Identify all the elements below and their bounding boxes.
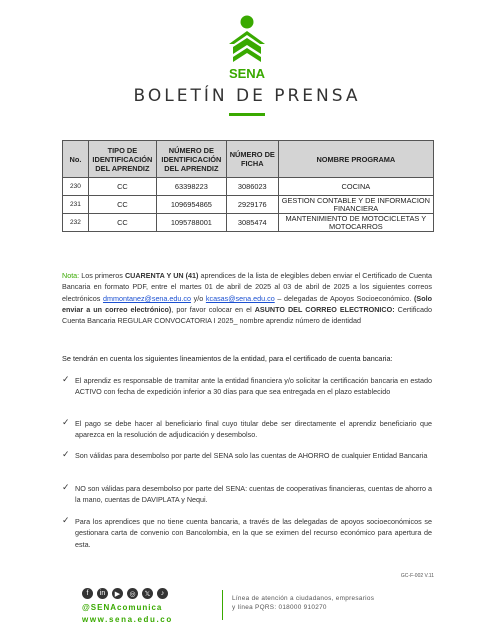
nota-paragraph: [62, 270, 432, 326]
nota-text: Certificado Cuenta Bancaria REGULAR CONVOCATORIA I 2025_ nombre aprendiz número de identidad: [62, 304, 433, 326]
email-link-1[interactable]: dmmontanez@sena.edu.co: [103, 293, 192, 303]
nota-bold-count: CUARENTA Y UN (41): [124, 271, 199, 280]
cell-ficha: 3086023: [226, 178, 278, 196]
email-link-2[interactable]: kcasas@sena.edu.co: [205, 293, 275, 303]
table-row: [63, 178, 434, 196]
cell-ficha: 3085474: [226, 214, 278, 232]
cell-numero-id: 1096954865: [156, 196, 226, 214]
list-item-text: Son válidas para desembolso por parte del SENA solo las cuentas de AHORRO de cualquier Entidad Bancaria: [75, 451, 428, 460]
sena-logo: [222, 14, 272, 82]
cell-ficha: 2929176: [226, 196, 278, 214]
cell-no: 231: [63, 196, 89, 214]
nota-text: y/o: [191, 293, 206, 303]
nota-label: Nota:: [62, 271, 80, 280]
header-programa: NOMBRE PROGRAMA: [278, 141, 433, 178]
nota-text: – delegadas de Apoyos Socioeconómico.: [274, 293, 415, 303]
document-code: GC-F-002 V.11: [400, 573, 434, 579]
list-item-text: El pago se debe hacer al beneficiario final cuyo titular debe ser directamente el aprendiz beneficiario que aparezca en la resolución de adjudicación y desembolso.: [75, 419, 432, 440]
x-icon[interactable]: 𝕏: [142, 588, 153, 599]
header-no: No.: [63, 141, 89, 178]
aprendices-table: [62, 140, 434, 232]
cell-no: 232: [63, 214, 89, 232]
list-item: [62, 450, 432, 461]
linkedin-icon[interactable]: in: [97, 588, 108, 599]
title-underline: [229, 113, 265, 116]
table-row: [63, 196, 434, 214]
page-title: BOLETÍN DE PRENSA: [133, 86, 361, 106]
cell-tipo-id: CC: [88, 214, 156, 232]
nota-text: Los primeros: [79, 271, 125, 280]
social-icons: [82, 588, 168, 599]
contact-line: [232, 594, 452, 612]
list-item: [62, 483, 432, 506]
cell-programa: GESTION CONTABLE Y DE INFORMACION FINANCIERA: [278, 196, 433, 214]
check-icon: ✓: [62, 417, 70, 427]
list-item: [62, 418, 432, 441]
header-ficha: NÚMERO DE FICHA: [226, 141, 278, 178]
table-row: [63, 214, 434, 232]
table-header-row: [63, 141, 434, 178]
nota-bold-instruction: (Solo enviar a un correo electrónico): [62, 293, 432, 314]
website-link[interactable]: www.sena.edu.co: [82, 615, 173, 624]
logo-text: SENA: [228, 66, 266, 81]
cell-numero-id: 1095788001: [156, 214, 226, 232]
check-icon: ✓: [62, 374, 70, 384]
header-tipo-id: TIPO DE IDENTIFICACIÓN DEL APRENDIZ: [88, 141, 156, 178]
list-item-text: El aprendiz es responsable de tramitar ante la entidad financiera y/o solicitar la certificación bancaria en estado ACTIVO con fecha de expedición inferior a 30 días para que sea entregada en el plazo establecido: [75, 376, 432, 397]
cell-programa: COCINA: [278, 178, 433, 196]
facebook-icon[interactable]: f: [82, 588, 93, 599]
social-handle: @SENAcomunica: [82, 603, 163, 612]
cell-tipo-id: CC: [88, 178, 156, 196]
contact-line-2: y línea PQRS: 018000 910270: [232, 604, 327, 611]
list-item: [62, 375, 432, 398]
list-item: [62, 516, 432, 550]
header-numero-id: NÚMERO DE IDENTIFICACIÓN DEL APRENDIZ: [156, 141, 226, 178]
section-title: Se tendrán en cuenta los siguientes lineamientos de la entidad, para el certificado de cuenta bancaria:: [62, 354, 393, 363]
cell-tipo-id: CC: [88, 196, 156, 214]
instagram-icon[interactable]: ◎: [127, 588, 138, 599]
contact-line-1: Línea de atención a ciudadanos, empresarios: [232, 595, 375, 602]
list-item-text: NO son válidas para desembolso por parte del SENA: cuentas de cooperativas financieras, cuentas de ahorro a la mano, cuentas de DAVIPLATA y Nequi.: [75, 484, 432, 505]
nota-text: , por favor colocar en el: [171, 304, 255, 314]
cell-no: 230: [63, 178, 89, 196]
check-icon: ✓: [62, 482, 70, 492]
cell-programa: MANTENIMIENTO DE MOTOCICLETAS Y MOTOCARROS: [278, 214, 433, 232]
footer-divider: [222, 590, 223, 620]
nota-bold-asunto: ASUNTO DEL CORREO ELECTRONICO:: [254, 304, 395, 314]
nota-text: aprendices de la lista de elegibles deben enviar el Certificado de Cuenta Bancaria en formato PDF, entre el martes 01 de abril de 2025 al 03 de abril de 2025 a los siguientes correos electrónicos: [62, 271, 432, 303]
tiktok-icon[interactable]: ♪: [157, 588, 168, 599]
youtube-icon[interactable]: ▶: [112, 588, 123, 599]
check-icon: ✓: [62, 515, 70, 525]
list-item-text: Para los aprendices que no tiene cuenta bancaria, a través de las delegadas de apoyos socioeconómicos se gestionara carta de convenio con Bancolombia, en la que se eximen del recurso económico para apertura de esta.: [75, 517, 432, 549]
cell-numero-id: 63398223: [156, 178, 226, 196]
check-icon: ✓: [62, 449, 70, 459]
